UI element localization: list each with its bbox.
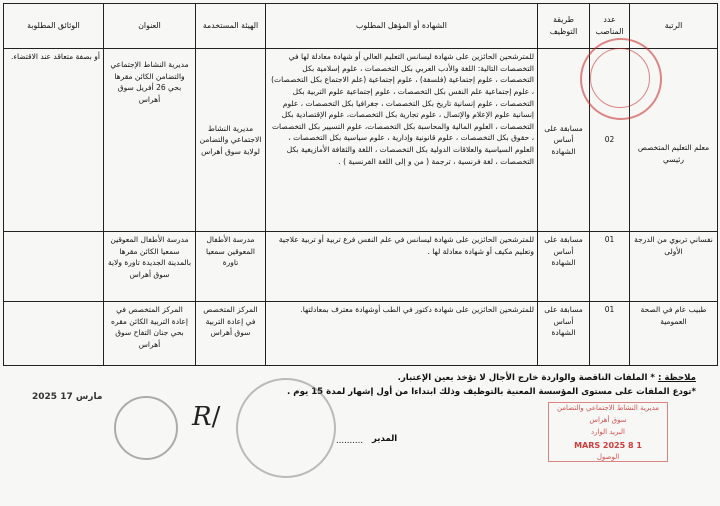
director-stamp-small [114, 396, 178, 460]
method-cell: مسابقة على أساس الشهادة [538, 232, 590, 302]
received-stamp-line-3: الوصول [596, 453, 620, 462]
rank-cell: معلم التعليم المتخصص رئيسي [630, 49, 718, 232]
note-label: ملاحظة : [657, 373, 696, 383]
certificate-cell: للمترشحين الحائزين على شهادة ليسانس في علم النفس فرع تربية أو تربية علاجية وتعليم مكيف أو شهادة معادلة لها . [266, 232, 538, 302]
table-row [4, 232, 718, 302]
body-cell: المركز المتخصص في إعادة التربية سوق أهراس [196, 302, 266, 366]
header-address: العنوان [104, 4, 196, 49]
director-label: المدير [372, 434, 398, 444]
director-dots: .......... [336, 436, 364, 446]
rank-cell: نفساني تربوي من الدرجة الأولى [630, 232, 718, 302]
body-cell: مديرية النشاط الاجتماعي والتضامن لولاية سوق أهراس [196, 49, 266, 232]
certificate-cell: للمترشحين الحائزين على شهادة ليسانس التعليم العالي أو شهادة معادلة لها في التخصصات التالية: اللغة والأدب العربي بكل التخصصات ، علوم إسلامية بكل التخصصات ، علوم إجتماعية (فلسفة) ، علوم إجتماعية (علم الاجتماع بكل التخصصات) ، علوم إجتماعية علم النفس بكل التخصصات ، علوم إجتماعية علوم التربية بكل التخصصات ، علوم إنسانية تاريخ بكل التخصصات ، جغرافيا بكل التخصصات ، علوم إنسانية علوم الإعلام والإتصال ، علوم تجارية بكل التخصصات، علوم الإقتصادية بكل التخصصات ، العلوم المالية والمحاسبة بكل التخصصات، علوم التسيير بكل التخصصات ، حقوق بكل التخصصات ، علوم قانونية وإدارية ، علوم سياسية بكل التخصصات ، العلوم السياسية والعلاقات الدولية بكل التخصصات ، اللغة والثقافة الأمازيغية بكل التخصصات ، لغة فرنسية ، ترجمة ( من و إلى اللغة الفرنسية ) . [266, 49, 538, 232]
header-certificate: الشهادة أو المؤهل المطلوب [266, 4, 538, 49]
rank-cell: طبيب عام في الصحة العمومية [630, 302, 718, 366]
certificate-cell: للمترشحين الحائزين على شهادة دكتور في الطب أوشهادة معترف بمعادلتها. [266, 302, 538, 366]
address-cell: مديرية النشاط الإجتماعي والتضامن الكائن مقرها بحي 26 أفريل سوق أهراس [104, 49, 196, 232]
received-stamp-line-1: مديرية النشاط الاجتماعي والتضامن سوق أهراس [556, 404, 660, 424]
note-line-1: * الملفات الناقصة والواردة خارج الأجال لا تؤخذ بعين الإعتبار. [397, 373, 655, 383]
received-stamp-line-2: البريد الوارد [590, 427, 626, 436]
received-stamp-date: 1 8 MARS 2025 [574, 440, 642, 450]
official-seal-stamp [590, 48, 650, 108]
address-cell: المركز المتخصص في إعادة التربية الكائن مقره بحي جنان التفاح سوق أهراس [104, 302, 196, 366]
note-line-2: *تودع الملفات على مستوى المؤسسة المعنية بالتوظيف وذلك ابتداءا من أول إشهار لمدة 15 يوم . [287, 386, 696, 397]
header-method: طريقة التوظيف [538, 4, 590, 49]
director-signature: 𝑅/ [192, 402, 221, 432]
header-count: عدد المناصب [590, 4, 630, 49]
count-cell: 02 [590, 49, 630, 232]
documents-cell [4, 302, 104, 366]
body-cell: مدرسة الأطفال المعوقين سمعيا تاورة [196, 232, 266, 302]
header-rank: الرتبة [630, 4, 718, 49]
header-body: الهيئة المستخدمة [196, 4, 266, 49]
method-cell: مسابقة على أساس الشهادة [538, 49, 590, 232]
director-stamp-large [236, 378, 336, 478]
documents-cell [4, 232, 104, 302]
received-mail-stamp [548, 402, 668, 462]
count-cell: 01 [590, 232, 630, 302]
handwritten-date: 2025 مارس 17 [32, 392, 103, 402]
table-row [4, 302, 718, 366]
header-documents: الوثائق المطلوبة [4, 4, 104, 49]
count-cell: 01 [590, 302, 630, 366]
documents-cell: أو بصفة متعاقد عند الاقتضاء. [4, 49, 104, 232]
address-cell: مدرسة الأطفال المعوقين سمعيا الكائن مقرها بالمدينة الجديدة تاورة ولاية سوق أهراس [104, 232, 196, 302]
method-cell: مسابقة على أساس الشهادة [538, 302, 590, 366]
